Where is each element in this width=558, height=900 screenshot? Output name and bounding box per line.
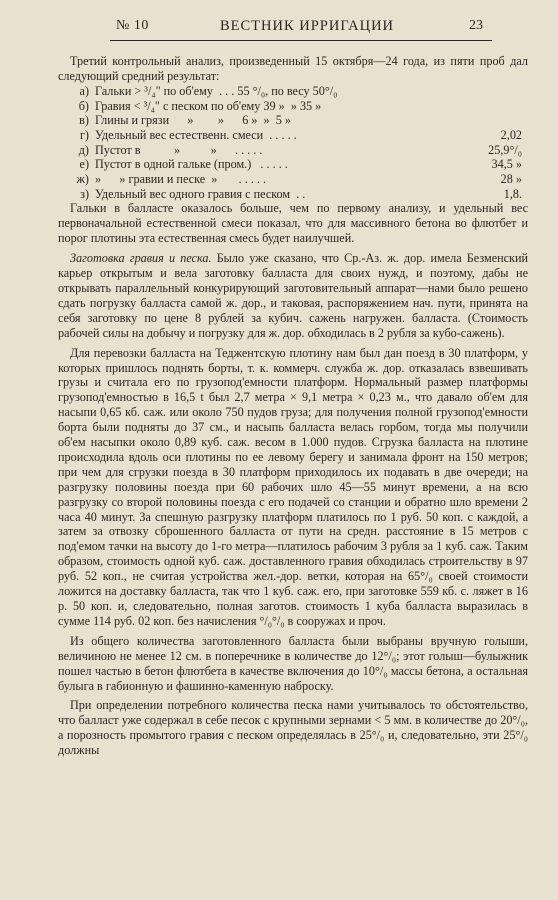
analysis-letter: з) [80, 186, 89, 201]
intro-paragraph: Третий контрольный анализ, произведенный 15 октября—24 года, из пяти проб дал следующий средний результат: [58, 54, 528, 83]
journal-title: ВЕСТНИК ИРРИГАЦИИ [219, 18, 395, 34]
analysis-text: Пустот в одной гальке (пром.) . . . . . [95, 157, 288, 172]
analysis-text: Гальки > ³/₄" по об'ему . . . 55 °/₀, по весу 50°/₀ [95, 83, 338, 98]
analysis-text: Пустот в » » . . . . . [95, 142, 263, 157]
analysis-row [58, 172, 528, 187]
analysis-row [58, 143, 528, 158]
header-rule [110, 40, 492, 41]
analysis-value: 2,02 [500, 127, 522, 142]
analysis-letter: а) [79, 83, 89, 98]
analysis-value: 34,5 » [491, 157, 522, 172]
analysis-letter: ж) [76, 172, 89, 187]
analysis-letter: б) [78, 98, 89, 113]
page-number: 23 [469, 18, 483, 33]
issue-number: № 10 [116, 18, 149, 33]
analysis-value [468, 84, 528, 99]
analysis-letter: г) [79, 127, 89, 142]
analysis-text: Глины и грязи » » 6 » » 5 » [95, 113, 291, 128]
paragraph-gravel-result: Гальки в балласте оказалось больше, чем по первому анализу, и удельный вес первоначальной естественной смеси показал, что для массивного бетона во флютбет и порог плотины эта естественная смесь будет наилучшей. [58, 201, 528, 246]
analysis-value: 28 » [500, 172, 522, 187]
analysis-text: » » гравии и песке » . . . . . [95, 172, 267, 187]
paragraph-sand: При определении потребного количества песка нами учитывалось то обстоятельство, что балласт уже содержал в себе песок с крупными зернами < 5 мм. в количестве до 20°/₀, а порозность промытого гравия с песком определялась в 25°/₀ и, следовательно, эти 25°/₀ должны [58, 698, 528, 758]
analysis-value [468, 113, 528, 128]
analysis-row [58, 84, 528, 99]
analysis-row [58, 187, 528, 202]
analysis-letter: в) [79, 113, 89, 128]
article-body [58, 54, 528, 758]
paragraph-gravel-procurement-text: Было уже сказано, что Ср.-Аз. ж. дор. имела Безменский карьер открытым и вела заготовку балласта для своих нужд, и поэтому, дабы не открывать параллельный конкурирующий заготовительный аппарат—нами было решено сдать погрузку балласта самой ж. дор., и таковая, распоряжением нач. пути, принята на себя заготовку по цене 8 рублей за кубич. сажень нагружен. балласта. (Стоимость рабочей силы на добычу и погрузку для ж. дор. обходилась в 2 рубля за кубо-сажень). [58, 251, 529, 340]
analysis-text: Удельный вес естественн. смеси . . . . . [95, 127, 297, 142]
paragraph-cobbles: Из общего количества заготовленного балласта были выбраны вручную голыши, величиною не менее 12 см. в поперечнике в количестве до 12°/₀; этот голыш—булыжник пошел частью в бетон флютбета в качестве включения до 10°/₀ массы бетона, а остальная булыга в габионную и фашинно-каменную наброску. [58, 633, 528, 693]
analysis-text: Гравия < ³/₄" с песком по об'ему 39 » » 35 » [95, 98, 322, 113]
analysis-value [468, 99, 528, 114]
section-title: Заготовка гравия и песка. [70, 251, 212, 266]
paragraph-transport: Для перевозки балласта на Теджентскую плотину нам был дан поезд в 30 платформ, у которых пришлось поднять борты, т. к. коммерч. служба ж. дор. отказалась взвешивать грузы и считала его по грузопод'емности платформ. Нормальный размер платформы грузопод'емностью в 16,5 t был 2,7 метра × 9,1 метра × 0,23 м., что давало об'ем для насыпи 0,65 кб. саж. или около 750 пудов груза; для получения полной грузопод'емности борта были подняты до 37 см., и насыпь балласта велась горбом, тогда мы получили об'ем насыпки около 0,89 куб. саж. весом в 1.000 пудов. Сгрузка балласта на плотине происходила вдоль оси плотины по ее левому берегу и занимала фронт на 150 метров; при чем для сгрузки поезда в 30 платформ приходилось их подавать в две очереди; на разгрузку половины поезда при 60 рабочих шло 45—55 минут времени, а на всю разгрузку со второй половины поезда с его подачей со станции и обратно шло времени 2 часа 40 минут. За спешную разгрузку платформ платилось по 1 руб. 50 коп. с каждой, а затем за отвозку сброшенного балласта от пути на средн. расстояние в 15 метров с под'емом тачки на высоту до 1-го метра—платилось рабочим 3 рубля за 1 куб. саж. Таким образом, стоимость одной куб. саж. доставленного гравия обходилась строительству в 97 руб. 52 коп., не считая устройства жел.-дор. ветки, которая на 65°/₀ своей стоимости ложится на доставку балласта, так что 1 куб. саж. его, при заготовке 559 кб. с. ляжет в 16 р. 50 коп. и, следовательно, полная заготов. стоимость 1 куба балласта выразилась в сумме 114 руб. 02 коп. без начисления °/₀°/₀ в сооружах и проч. [58, 345, 528, 628]
analysis-value: 25,9°/₀ [488, 142, 522, 157]
analysis-row [58, 157, 528, 172]
running-header [58, 0, 528, 44]
analysis-row [58, 99, 528, 114]
analysis-value: 1,8. [503, 186, 522, 201]
paragraph-gravel-procurement [58, 251, 528, 340]
analysis-list [58, 84, 528, 202]
analysis-row [58, 128, 528, 143]
analysis-row [58, 113, 528, 128]
analysis-text: Удельный вес одного гравия с песком . . [95, 186, 306, 201]
analysis-letter: е) [79, 157, 89, 172]
analysis-letter: д) [78, 142, 89, 157]
